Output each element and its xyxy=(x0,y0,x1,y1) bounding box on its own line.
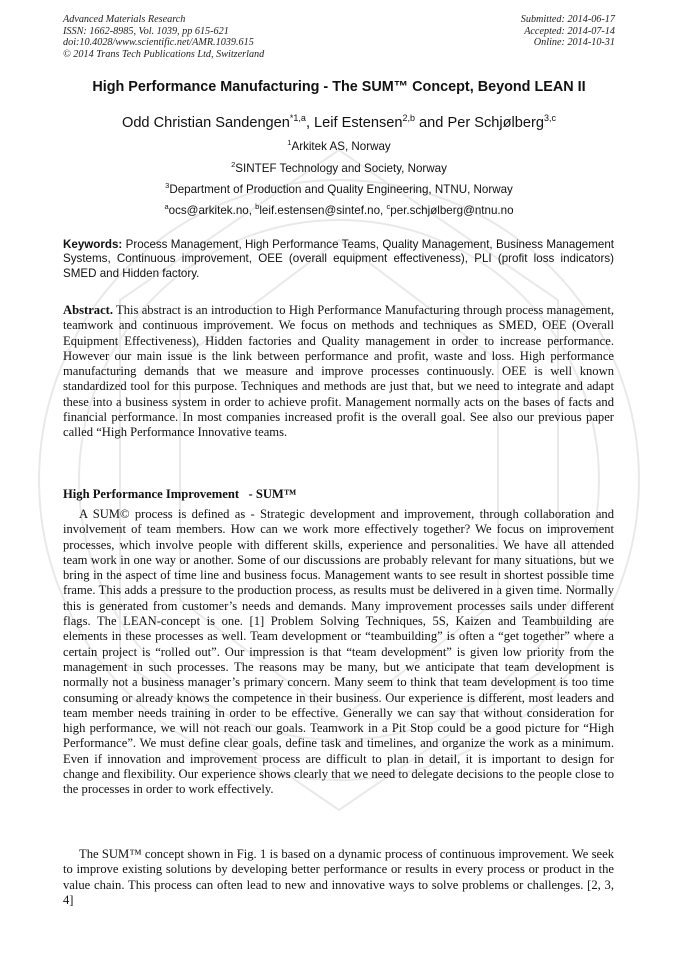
email-link[interactable]: ocs@arkitek.no xyxy=(168,203,249,217)
keywords-text: Process Management, High Performance Teams, Quality Management, Business Management Systems, Continuous improvement, OEE (overall equipment effectiveness), PLI (profit loss indicators) SMED and Hidden factory. xyxy=(63,238,614,280)
email-mark: b xyxy=(255,202,260,211)
publication-dates xyxy=(521,14,615,49)
section-heading: High Performance Improvement - SUM™ xyxy=(63,487,297,501)
affiliation xyxy=(0,181,678,196)
affiliation-text: Arkitek AS, Norway xyxy=(291,139,391,153)
email-link[interactable]: per.schjølberg@ntnu.no xyxy=(390,203,514,217)
email-mark: a xyxy=(164,202,169,211)
body-paragraph: The SUM™ concept shown in Fig. 1 is based on a dynamic process of continuous improvement. We seek to improve existing solutions by developing better performance or results in every process or product in the value chain. This process can often lead to new and innovative ways to solve problems or challenges. [2, 3, 4] xyxy=(63,847,614,907)
submitted-date: Submitted: 2014-06-17 xyxy=(520,14,615,25)
author-mark: *1,a xyxy=(289,113,306,123)
email-mark: c xyxy=(386,202,391,211)
online-date: Online: 2014-10-31 xyxy=(533,37,615,49)
author-mark: 2,b xyxy=(402,113,415,123)
journal-name: Advanced Materials Research xyxy=(63,14,186,25)
author-name: Per Schjølberg xyxy=(447,114,544,131)
keywords-label: Keywords: xyxy=(63,238,123,251)
affiliation-text: SINTEF Technology and Society, Norway xyxy=(235,161,447,175)
abstract-block xyxy=(63,303,614,441)
doi: doi:10.4028/www.scientific.net/AMR.1039.615 xyxy=(63,37,254,49)
copyright: © 2014 Trans Tech Publications Ltd, Switzerland xyxy=(63,48,265,60)
author-separator: , xyxy=(305,114,315,131)
journal-info xyxy=(63,14,264,60)
accepted-date: Accepted: 2014-07-14 xyxy=(524,25,615,37)
keywords-block xyxy=(63,238,614,281)
email-link[interactable]: leif.estensen@sintef.no xyxy=(259,203,381,217)
abstract-label: Abstract. xyxy=(63,303,114,317)
author-list xyxy=(0,113,678,131)
affiliation xyxy=(0,160,678,175)
affiliation-mark: 2 xyxy=(231,160,236,169)
affiliation-mark: 3 xyxy=(165,181,170,190)
affiliation-mark: 1 xyxy=(287,138,292,147)
affiliation xyxy=(0,138,678,153)
author-and: and xyxy=(415,114,448,131)
author-name: Odd Christian Sandengen xyxy=(121,114,290,131)
email-line: $^a$ocs@arkitek.no, $^b$leif.estensen@sintef.no, $^c$per.schjølberg@ntnu.no xyxy=(164,202,514,217)
abstract-text: This abstract is an introduction to High Performance Manufacturing through process management, teamwork and continuous improvement. We focus on methods and techniques as SMED, OEE (Overall Equipment Effectiveness), Hidden factories and Quality management in order to increase performance. However our main issue is the link between performance and profit, waste and loss. High performance manufacturing demands that we measure and improve processes continuously. OEE is well known standardized tool for this purpose. Techniques and methods are just that, but we need to integrate and adapt these into a business system in order to achieve profit. Management normally acts on the bases of facts and financial performance. In most companies increased profit is the overall goal. See also our previous paper called “High Performance Innovative teams. xyxy=(63,303,614,440)
paper-title: High Performance Manufacturing - The SUM™ Concept, Beyond LEAN II xyxy=(92,79,586,95)
affiliation-text: Department of Production and Quality Engineering, NTNU, Norway xyxy=(169,182,513,196)
issn: ISSN: 1662-8985, Vol. 1039, pp 615-621 xyxy=(63,25,229,37)
body-paragraph: A SUM© process is defined as - Strategic development and improvement, through collaboration and involvement of team members. How can we work more effectively together? We focus on improvement processes, which involve people with different skills, experience and personalities. We have all attended team work in one way or another. Some of our discussions are probably relevant for many situations, but we bring in the aspect of time line and business focus. Management wants to see result in shortest possible time frame. This adds a pressure to the production process, as results must be delivered in a given time. Normally this is generated from customer’s needs and demands. Many improvement processes sails under different flags. The LEAN-concept is one. [1] Problem Solving Techniques, 5S, Kaizen and Teambuilding are elements in these processes as well. Team development or “teambuilding” is often a “get together” where a certain project is “rolled out”. Our impression is that “team development” is given low priority from the management in such processes. The reasons may be many, but we anticipate that team development is normally not a business manager’s primary concern. Many seem to think that team development is too time consuming or already knows the competence in their business. Our experience is different, most leaders and team member needs training in order to be effective. Generally we can say that without consideration for high performance, we will not reach our goals. Teamwork in a Pit Stop could be a good picture for “High Performance”. We must define clear goals, define task and timelines, and organize the work as a minimum. Even if innovation and improvement process are difficult to plan in detail, it is important to design for change and flexibility. Our experience shows clearly that we need to delegate decisions to the people close to the processes in order to work effectively. xyxy=(63,507,614,797)
author-name: Leif Estensen xyxy=(314,114,403,131)
author-mark: 3,c xyxy=(544,113,557,123)
